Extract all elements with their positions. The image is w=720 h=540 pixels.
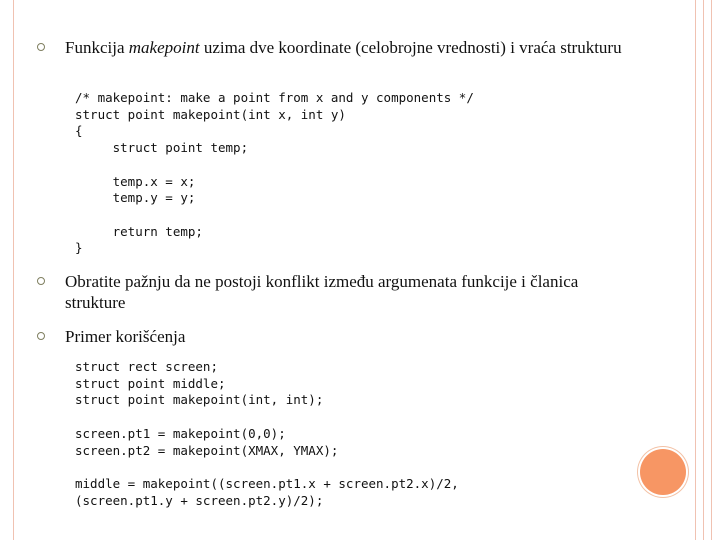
code-block-makepoint-definition: /* makepoint: make a point from x and y components */ struct point makepoint(int x, int y) { struct point temp; temp.x = x; temp.y = y; return temp; } <box>75 90 474 256</box>
right-decorative-line-1 <box>695 0 696 540</box>
bullet-text: Primer korišćenja <box>65 327 186 346</box>
bullet-ring-icon <box>37 43 45 51</box>
bullet-conflict-note <box>32 271 638 313</box>
bullet-ring-icon <box>37 277 45 285</box>
bullet-ring-icon <box>37 332 45 340</box>
bullet-text-emphasis: makepoint <box>128 38 200 57</box>
bullet-text-lead: Funkcija <box>65 38 129 57</box>
code-block-usage-example: struct rect screen; struct point middle; struct point makepoint(int, int); screen.pt1 = makepoint(0,0); screen.pt2 = makepoint(XMAX, YMAX); middle = makepoint((screen.pt1.x + screen.pt2.x)/2, (screen.pt1.y + screen.pt2.y)/2); <box>75 359 459 508</box>
bullet-text: Obratite pažnju da ne postoji konflikt između argumenata funkcije i članica strukture <box>65 272 579 312</box>
right-decorative-line-2 <box>703 0 704 540</box>
bullet-text-rest: uzima dve koordinate (celobrojne vrednosti) i vraća strukturu <box>199 38 622 57</box>
bullet-makepoint-description <box>32 37 638 58</box>
accent-circle <box>640 449 686 495</box>
right-decorative-line-3 <box>711 0 712 540</box>
bullet-usage-example <box>32 326 638 347</box>
left-decorative-line <box>13 0 14 540</box>
